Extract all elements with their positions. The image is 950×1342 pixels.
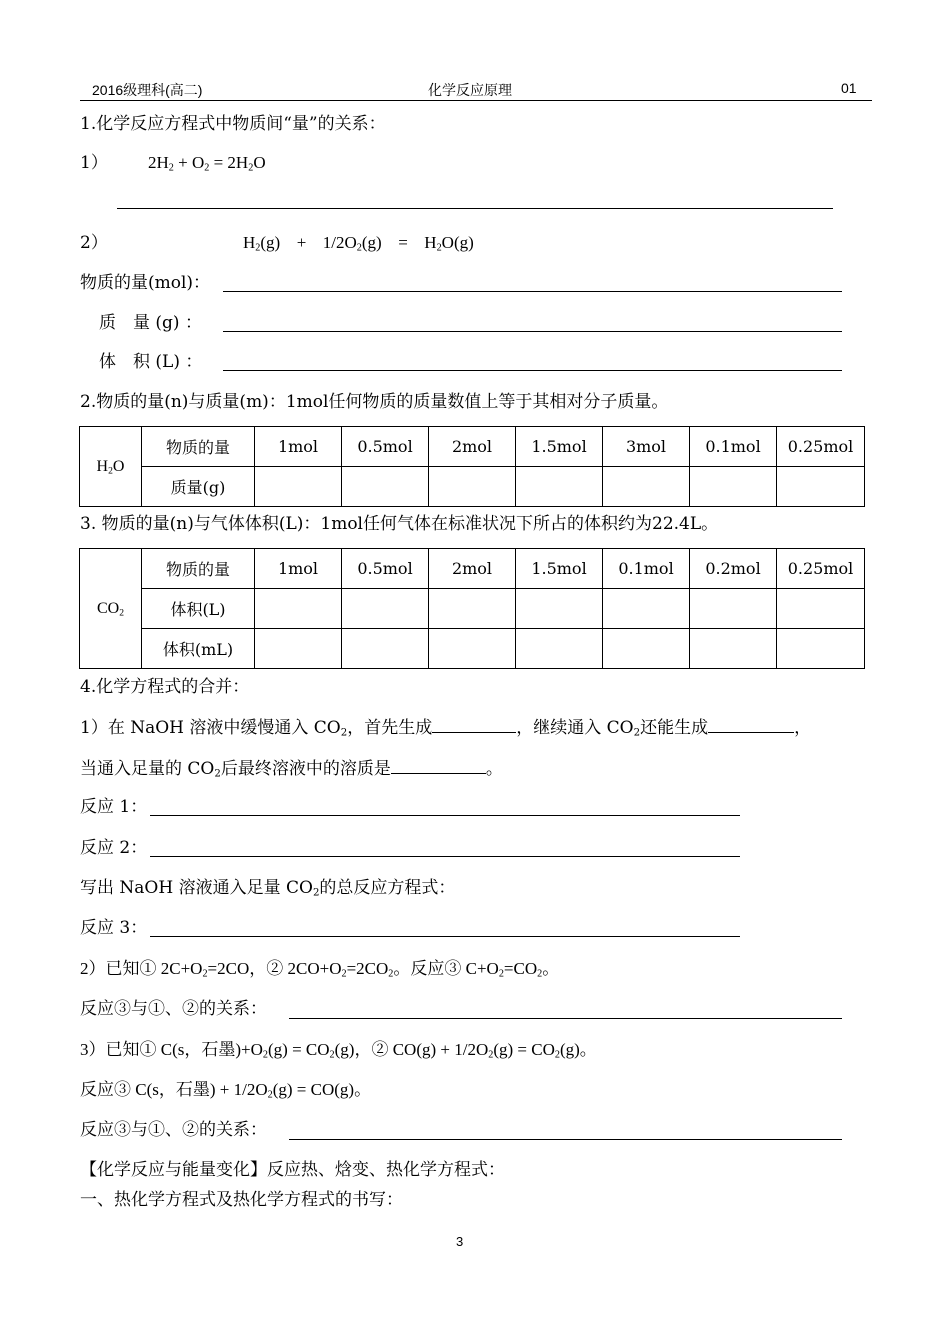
mol-value: 0.1mol [603, 549, 690, 589]
write-total-prompt: 写出 NaOH 溶液通入足量 $CO_2$的总反应方程式： [80, 878, 456, 899]
table-cell[interactable] [777, 467, 865, 507]
q1-text: 还能生成 [640, 718, 709, 738]
q1-text: ，继续通入 CO [516, 718, 634, 738]
prompt-text: 写出 NaOH 溶液通入足量 CO [80, 878, 313, 898]
q1-line2: 当通入足量的 $CO_2$后最终溶液中的溶质是 。 [80, 759, 503, 780]
q1-text: 。 [485, 759, 503, 779]
co2-label: $CO_2$ [80, 549, 142, 669]
table-cell[interactable] [777, 629, 865, 669]
section2-title: 2.物质的量(n)与质量(m)：1mol任何物质的质量数值上等于其相对分子质量。 [80, 392, 669, 412]
q3-relation-label: 反应③与①、②的关系： [80, 1120, 267, 1140]
table-cell[interactable] [690, 629, 777, 669]
table-cell[interactable] [429, 629, 516, 669]
mol-value: 2mol [429, 427, 516, 467]
mol-value: 0.25mol [777, 427, 865, 467]
reaction2-label: 反应 2： [80, 838, 148, 858]
blank[interactable] [708, 716, 794, 733]
table-cell[interactable] [255, 629, 342, 669]
blank[interactable] [391, 757, 486, 774]
h2o-label: $H_2O$ [80, 427, 142, 507]
row-header: 物质的量 [142, 427, 255, 467]
section3-title: 3. 物质的量(n)与气体体积(L)：1mol任何气体在标准状况下所占的体积约为22.4L。 [80, 514, 719, 534]
reaction2-line[interactable] [150, 856, 740, 857]
table-cell[interactable] [255, 467, 342, 507]
table-cell[interactable] [429, 467, 516, 507]
mol-value: 1mol [255, 427, 342, 467]
volume-answer-line[interactable] [223, 370, 842, 371]
reaction3-label: 反应 3： [80, 918, 148, 938]
q3-label: 反应 [80, 1080, 114, 1099]
q3-given: 3）已知① C(s，石墨)$+O_2(g) = CO_2(g)$，② $CO(g) + 1/2O_2(g) = CO_2(g)$。 [80, 1040, 597, 1061]
table-cell[interactable] [342, 629, 429, 669]
energy-heading: 【化学反应与能量变化】反应热、焓变、热化学方程式： [80, 1160, 505, 1180]
page-number: 3 [456, 1234, 464, 1249]
mass-answer-line[interactable] [223, 331, 842, 332]
table-cell[interactable] [690, 467, 777, 507]
mol-value: 1mol [255, 549, 342, 589]
answer-line[interactable] [117, 208, 833, 209]
q1-text: 1）在 NaOH 溶液中缓慢通入 CO [80, 718, 341, 738]
blank[interactable] [432, 716, 516, 733]
q2-relation-line[interactable] [289, 1018, 842, 1019]
table-cell[interactable] [516, 589, 603, 629]
h2o-table [79, 426, 865, 507]
table-cell[interactable] [603, 467, 690, 507]
prompt-text: 的总反应方程式： [319, 878, 456, 898]
table-cell[interactable] [690, 589, 777, 629]
q3-label: 3）已知 [80, 1040, 140, 1059]
table-cell[interactable] [516, 629, 603, 669]
mol-answer-line[interactable] [223, 291, 842, 292]
table-cell[interactable] [255, 589, 342, 629]
table-cell[interactable] [603, 589, 690, 629]
header-right: 01 [841, 80, 857, 96]
mol-value: 2mol [429, 549, 516, 589]
section4-title: 4.化学方程式的合并： [80, 677, 250, 697]
energy-subheading: 一、热化学方程式及热化学方程式的书写： [80, 1190, 403, 1210]
mol-value: 1.5mol [516, 549, 603, 589]
table-cell[interactable] [342, 467, 429, 507]
mol-value: 1.5mol [516, 427, 603, 467]
row-vol-label: 体 积 (L) ： [99, 352, 203, 372]
mol-value: 0.25mol [777, 549, 865, 589]
mol-value: 0.2mol [690, 549, 777, 589]
q3-relation-line[interactable] [289, 1139, 842, 1140]
row-mass-label: 质 量 (g) ： [99, 313, 202, 333]
row-header: 体积(mL) [142, 629, 255, 669]
q1-text: ， [794, 718, 812, 738]
equation-1: $2H_2 + O_2 = 2H_2O$ [148, 153, 266, 174]
section1-title: 1.化学反应方程式中物质间“量”的关系： [80, 114, 386, 134]
table-cell[interactable] [777, 589, 865, 629]
q1-text: 后最终溶液中的溶质是 [220, 759, 391, 779]
co2-table [79, 548, 865, 669]
row-header: 体积(L) [142, 589, 255, 629]
mol-value: 0.5mol [342, 427, 429, 467]
mol-value: 3mol [603, 427, 690, 467]
reaction1-line[interactable] [150, 815, 740, 816]
q1-line1: 1）在 NaOH 溶液中缓慢通入 $CO_2$，首先生成 ，继续通入 $CO_2$还能生成 ， [80, 718, 812, 739]
mol-value: 0.5mol [342, 549, 429, 589]
section1-item2-label: 2） [80, 233, 108, 253]
header-center: 化学反应原理 [428, 82, 512, 98]
header-left: 2016级理科(高二) [92, 82, 203, 98]
q2-given: 2）已知① $2C+O_2=2CO$，② $2CO+O_2=2CO_2$。反应③ $C+O_2=CO_2$。 [80, 959, 560, 980]
equation-2: $H_2(g) + 1/2O_2(g) = H_2O(g)$ [243, 233, 474, 254]
q2-label: 2）已知 [80, 959, 140, 978]
reaction1-label: 反应 1： [80, 797, 148, 817]
header-rule [80, 100, 872, 101]
q1-text: ，首先生成 [347, 718, 433, 738]
row-header: 物质的量 [142, 549, 255, 589]
q2-relation-label: 反应③与①、②的关系： [80, 999, 267, 1019]
mol-value: 0.1mol [690, 427, 777, 467]
section1-item1-label: 1） [80, 153, 108, 173]
row-header: 质量(g) [142, 467, 255, 507]
table-cell[interactable] [603, 629, 690, 669]
table-cell[interactable] [342, 589, 429, 629]
table-cell[interactable] [429, 589, 516, 629]
row-mol-label: 物质的量(mol)： [80, 273, 211, 293]
q3-reaction3: 反应③ C(s，石墨) + $1/2O_2(g) = CO(g)$。 [80, 1080, 372, 1101]
table-cell[interactable] [516, 467, 603, 507]
q1-text: 当通入足量的 CO [80, 759, 215, 779]
reaction3-line[interactable] [150, 936, 740, 937]
